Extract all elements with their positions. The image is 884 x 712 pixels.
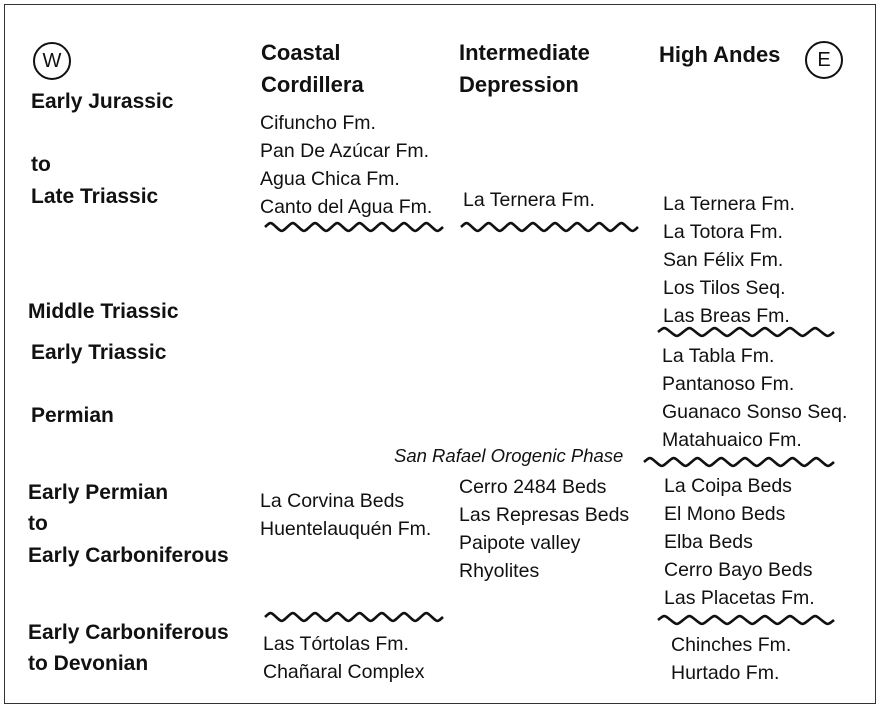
unconformity-andes-permian [644, 458, 834, 466]
andes-unit: La Coipa Beds [664, 475, 792, 497]
andes-unit: Las Placetas Fm. [664, 587, 815, 609]
intermediate-unit: Cerro 2484 Beds [459, 476, 607, 498]
intermediate-unit: La Ternera Fm. [463, 189, 595, 211]
coastal-unit: Agua Chica Fm. [260, 168, 400, 190]
andes-unit: Los Tilos Seq. [663, 277, 786, 299]
unconformity-coastal-lower [265, 613, 443, 621]
age-late-triassic: Late Triassic [31, 185, 159, 208]
age-early-triassic: Early Triassic [31, 341, 167, 364]
andes-unit: Elba Beds [664, 531, 753, 553]
coastal-unit: Las Tórtolas Fm. [263, 633, 409, 655]
age-early-carboniferous-2: Early Carboniferous [28, 621, 229, 644]
intermediate-unit: Rhyolites [459, 560, 540, 582]
andes-unit: La Ternera Fm. [663, 193, 795, 215]
header-intermediate-line2: Depression [459, 72, 579, 97]
unconformity-coastal-upper [265, 223, 443, 231]
andes-unit: El Mono Beds [664, 503, 786, 525]
andes-unit: Cerro Bayo Beds [664, 559, 813, 581]
andes-unit: La Totora Fm. [663, 221, 783, 243]
andes-unit: Pantanoso Fm. [662, 373, 795, 395]
age-early-carboniferous: Early Carboniferous [28, 544, 229, 567]
intermediate-unit: Las Represas Beds [459, 504, 630, 526]
coastal-unit: La Corvina Beds [260, 490, 405, 512]
age-permian: Permian [31, 404, 114, 427]
andes-unit: San Félix Fm. [663, 249, 784, 271]
age-to-devonian: to Devonian [28, 652, 149, 675]
west-label: W [42, 49, 62, 72]
andes-unit: Las Breas Fm. [663, 305, 790, 327]
age-middle-triassic: Middle Triassic [28, 300, 179, 323]
orogenic-phase-label: San Rafael Orogenic Phase [394, 445, 624, 466]
header-coastal-line2: Cordillera [261, 72, 364, 97]
east-label: E [817, 48, 831, 71]
andes-unit: Matahuaico Fm. [662, 429, 802, 451]
andes-unit: Guanaco Sonso Seq. [662, 401, 848, 423]
intermediate-unit: Paipote valley [459, 532, 581, 554]
age-early-jurassic: Early Jurassic [31, 90, 174, 113]
age-to-2: to [28, 512, 48, 535]
unconformity-andes-lower [658, 616, 834, 624]
unconformity-intermediate-upper [461, 223, 638, 231]
andes-unit: Chinches Fm. [671, 634, 792, 656]
coastal-unit: Cifuncho Fm. [260, 112, 376, 134]
header-intermediate-line1: Intermediate [459, 40, 590, 65]
coastal-unit: Huentelauquén Fm. [260, 518, 432, 540]
coastal-unit: Pan De Azúcar Fm. [260, 140, 430, 162]
age-early-permian: Early Permian [28, 481, 169, 504]
unconformity-andes-triassic [658, 328, 834, 336]
coastal-unit: Canto del Agua Fm. [260, 196, 433, 218]
age-to-1: to [31, 153, 51, 176]
andes-unit: Hurtado Fm. [671, 662, 780, 684]
header-coastal-line1: Coastal [261, 40, 341, 65]
andes-unit: La Tabla Fm. [662, 345, 775, 367]
header-high-andes: High Andes [659, 42, 781, 67]
coastal-unit: Chañaral Complex [263, 661, 425, 683]
